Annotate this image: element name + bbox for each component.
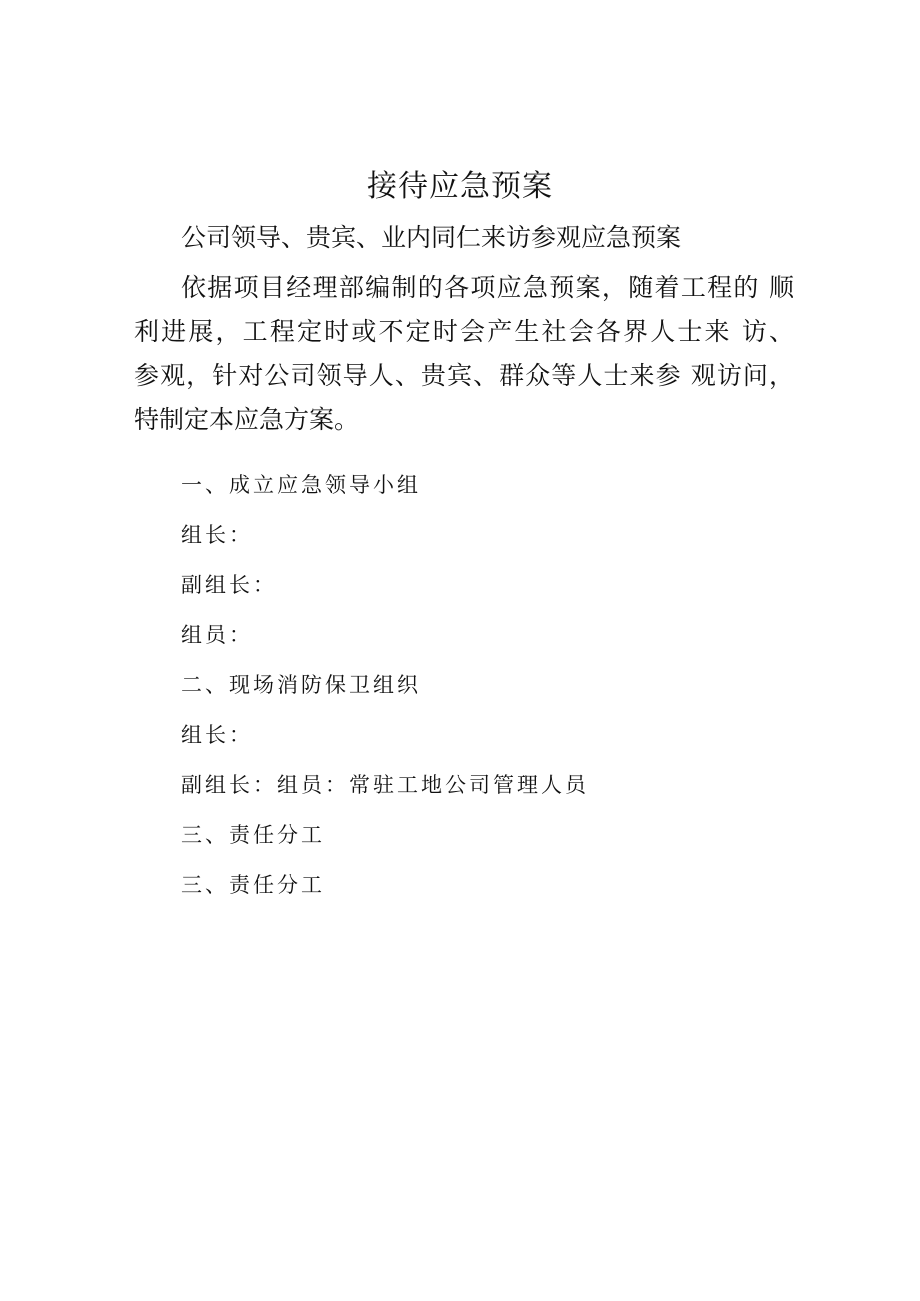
intro-line: 依据项目经理部编制的各项应急预案，随着工程的 顺	[181, 273, 794, 302]
fire-group-leader-label: 组长：	[181, 723, 253, 747]
document-title: 接待应急预案	[367, 169, 553, 204]
fire-deputy-and-members-line: 副组长：组员：常驻工地公司管理人员	[181, 773, 589, 797]
section-heading-fire-security: 二、现场消防保卫组织	[181, 673, 421, 697]
document-subtitle: 公司领导、贵宾、业内同仁来访参观应急预案	[181, 223, 682, 252]
section-heading-responsibilities: 三、责任分工	[181, 823, 325, 847]
intro-line: 特制定本应急方案。	[134, 405, 360, 434]
intro-line: 参观，针对公司领导人、贵宾、群众等人士来参 观访问，	[134, 361, 794, 390]
group-leader-label: 组长：	[181, 523, 253, 547]
section-heading-responsibilities-repeat: 三、责任分工	[181, 873, 325, 897]
intro-line: 利进展，工程定时或不定时会产生社会各界人士来 访、	[134, 317, 794, 346]
deputy-leader-label: 副组长：	[181, 573, 277, 597]
intro-paragraph	[134, 266, 794, 442]
section-heading-leadership-group: 一、成立应急领导小组	[181, 473, 421, 497]
group-members-label: 组员：	[181, 623, 253, 647]
